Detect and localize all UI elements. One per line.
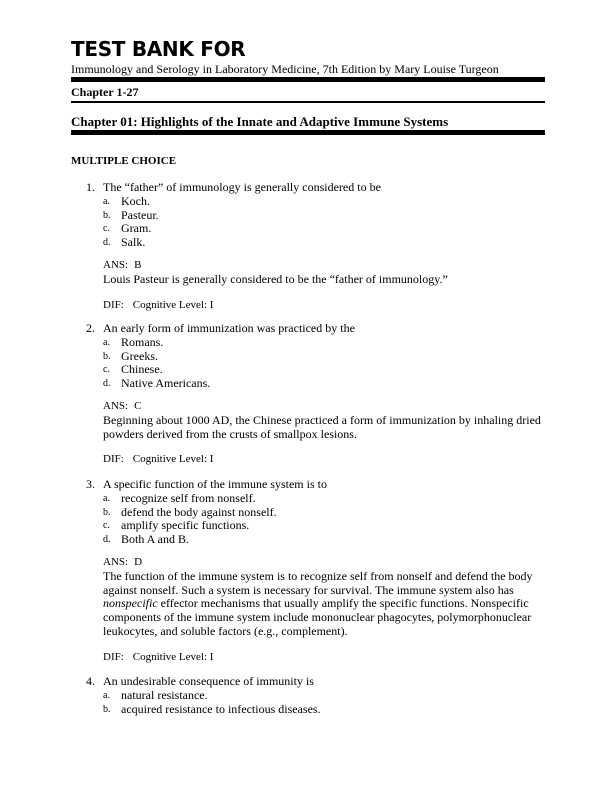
question-number: 1.: [86, 180, 95, 194]
question-text: An undesirable consequence of immunity is: [103, 674, 314, 688]
chapter-range: Chapter 1-27: [71, 85, 139, 99]
option-letter: d.: [103, 378, 111, 390]
question-text: An early form of immunization was practiced by the: [103, 321, 355, 335]
option: [71, 350, 545, 364]
difficulty-line: [71, 651, 545, 665]
answer-label: ANS:: [103, 258, 129, 271]
option-letter: b.: [103, 350, 111, 362]
option-text: defend the body against nonself.: [121, 504, 277, 519]
answer-value: C: [134, 399, 142, 412]
option-letter: d.: [103, 534, 111, 546]
question-number: 2.: [86, 321, 95, 335]
option-list: [71, 195, 545, 250]
question-stem: [71, 181, 545, 195]
option-text: Salk.: [121, 235, 146, 250]
option-text: amplify specific functions.: [121, 518, 250, 533]
option: [71, 533, 545, 547]
difficulty-label: DIF:: [103, 650, 124, 663]
option-text: Chinese.: [121, 362, 163, 377]
chapter-title: Chapter 01: Highlights of the Innate and Adaptive Immune Systems: [71, 114, 449, 129]
option-text: Pasteur.: [121, 207, 159, 222]
book-subtitle: Immunology and Serology in Laboratory Medicine, 7th Edition by Mary Louise Turgeon: [71, 62, 499, 76]
difficulty-line: [71, 299, 545, 313]
option-text: recognize self from nonself.: [121, 490, 256, 505]
option: [71, 689, 545, 703]
option: [71, 363, 545, 377]
rationale-part: effector mechanisms that usually amplify the specific functions. Nonspecific components of the immune system include mononuclear phagocytes, polymorphonuclear leukocytes, and soluble factors (e.g., complement).: [103, 596, 532, 638]
difficulty-value: Cognitive Level: I: [132, 298, 214, 311]
option-text: Greeks.: [121, 348, 158, 363]
option: [71, 377, 545, 391]
option-list: [71, 336, 545, 391]
rationale: Louis Pasteur is generally considered to be the “father of immunology.”: [103, 271, 448, 286]
option-list: [71, 689, 545, 717]
question-text: A specific function of the immune system is to: [103, 477, 327, 491]
option-text: Koch.: [121, 193, 150, 208]
difficulty-label: DIF:: [103, 453, 124, 466]
difficulty-line: [71, 453, 545, 467]
option-text: Romans.: [121, 334, 164, 349]
option-list: [71, 492, 545, 547]
option-letter: b.: [103, 506, 111, 518]
question-2: [71, 322, 545, 467]
question-4: [71, 675, 545, 716]
section-title: MULTIPLE CHOICE: [71, 155, 177, 167]
option-letter: c.: [103, 223, 110, 235]
question-text: The “father” of immunology is generally considered to be: [103, 180, 381, 194]
question-3: [71, 478, 545, 665]
option-letter: a.: [103, 195, 110, 207]
question-number: 4.: [86, 674, 95, 688]
answer-value: B: [134, 258, 142, 271]
option: [71, 336, 545, 350]
option: [71, 236, 545, 250]
header-rule-top: [71, 77, 545, 82]
option: [71, 209, 545, 223]
option-letter: d.: [103, 237, 111, 249]
rationale-part: The function of the immune system is to recognize self from nonself and defend the body against nonself. Such a system is necessary for survival. The immune system also has: [103, 568, 533, 597]
option-text: natural resistance.: [121, 687, 208, 702]
option-letter: a.: [103, 689, 110, 701]
option-letter: a.: [103, 492, 110, 504]
option-text: Both A and B.: [121, 532, 190, 547]
rationale-emphasis: nonspecific: [103, 596, 158, 611]
option: [71, 519, 545, 533]
option-letter: c.: [103, 364, 110, 376]
answer-line: [71, 258, 545, 273]
difficulty-value: Cognitive Level: I: [132, 650, 214, 663]
brand-title: TEST BANK FOR: [71, 37, 246, 61]
question-stem: [71, 478, 545, 492]
question-1: [71, 181, 545, 312]
question-stem: [71, 675, 545, 689]
option: [71, 195, 545, 209]
option-letter: b.: [103, 703, 111, 715]
rationale: [71, 570, 545, 639]
header-rule-mid: [71, 101, 545, 103]
question-stem: [71, 322, 545, 336]
chapter-rule: [71, 130, 545, 135]
answer-label: ANS:: [103, 399, 129, 412]
option-text: acquired resistance to infectious diseases.: [121, 701, 321, 716]
option: [71, 222, 545, 236]
answer-value: D: [134, 555, 143, 568]
option-letter: a.: [103, 336, 110, 348]
option-text: Native Americans.: [121, 376, 211, 391]
difficulty-label: DIF:: [103, 298, 124, 311]
option-letter: b.: [103, 209, 111, 221]
question-number: 3.: [86, 477, 95, 491]
option: [71, 703, 545, 717]
answer-line: [71, 399, 545, 414]
answer-label: ANS:: [103, 555, 129, 568]
difficulty-value: Cognitive Level: I: [132, 453, 214, 466]
option-text: Gram.: [121, 221, 152, 236]
option: [71, 506, 545, 520]
option: [71, 492, 545, 506]
rationale: Beginning about 1000 AD, the Chinese practiced a form of immunization by inhaling dried powders derived from the crusts of smallpox lesions.: [103, 412, 541, 441]
answer-line: [71, 555, 545, 570]
option-letter: c.: [103, 520, 110, 532]
